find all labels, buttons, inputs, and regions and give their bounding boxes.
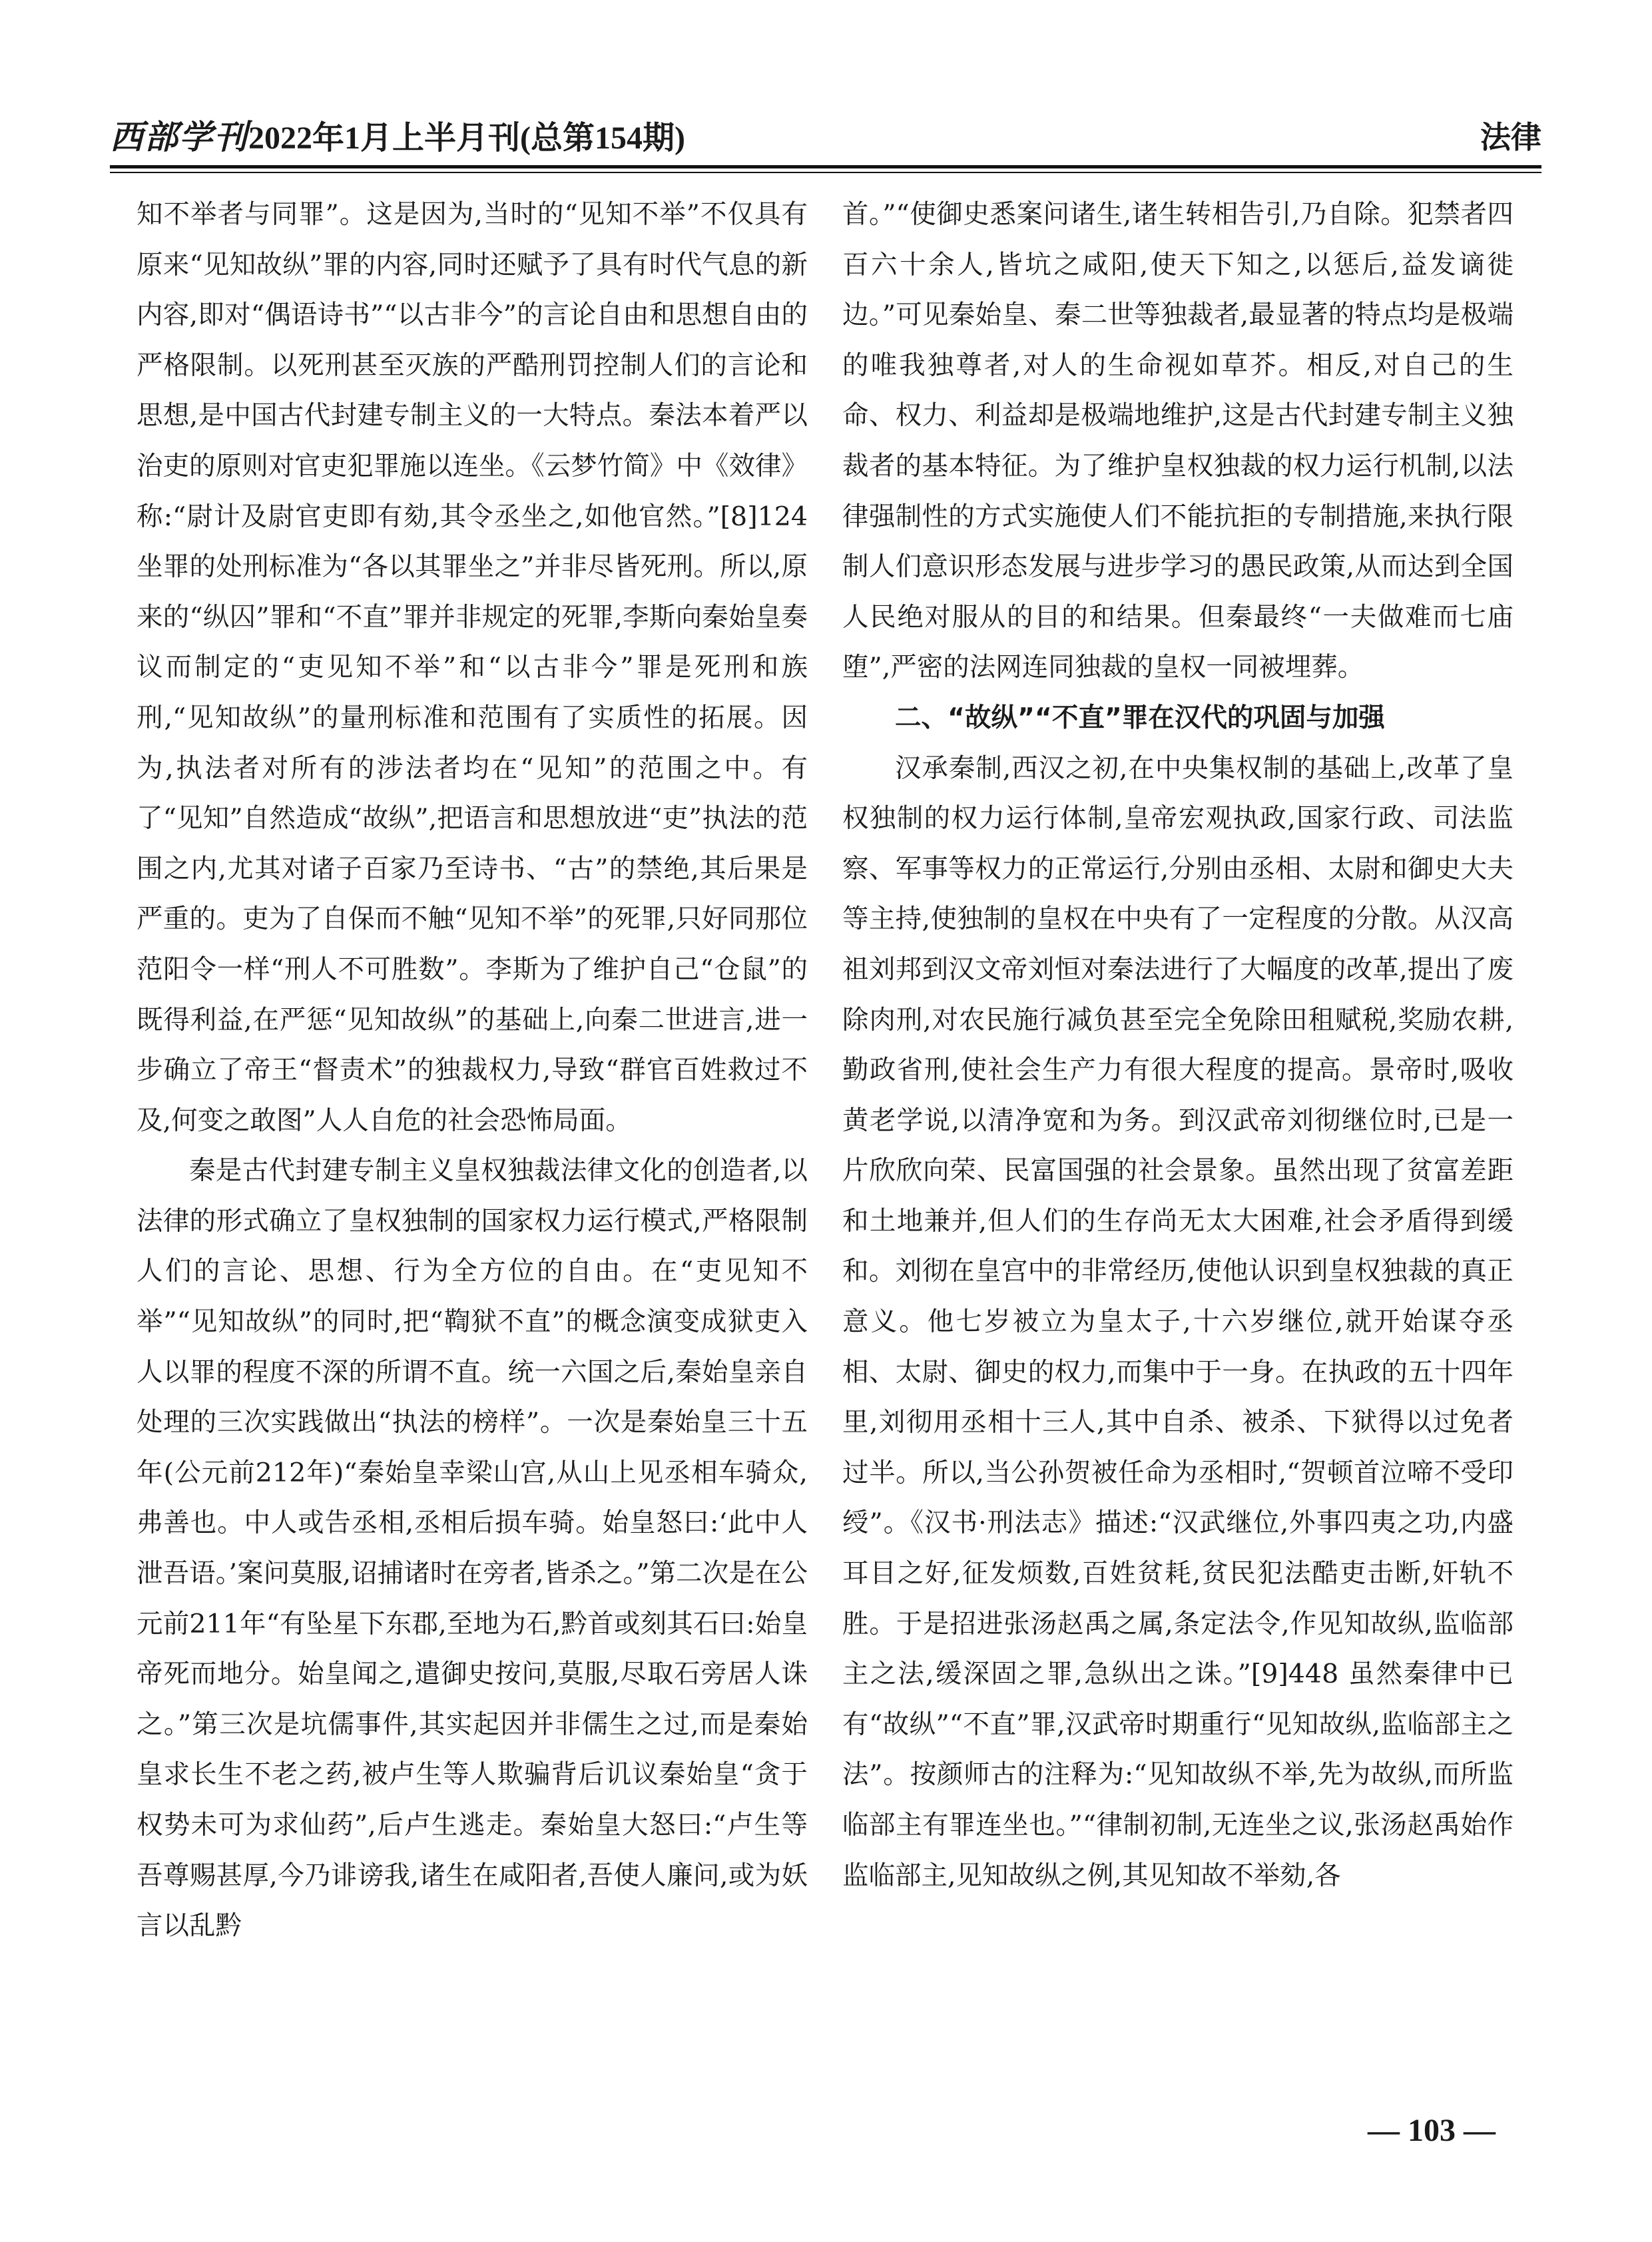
running-header (110, 112, 1541, 162)
issue-info: 2022年1月上半月刊(总第154期) (248, 121, 685, 156)
header-rule-thin (110, 172, 1541, 173)
body-paragraph: 首。”“使御史悉案问诸生,诸生转相告引,乃自除。犯禁者四百六十余人,皆坑之咸阳,使天下知之,以惩后,益发谪徙边。”可见秦始皇、秦二世等独裁者,最显著的特点均是极端的唯我独尊者,对人的生命视如草芥。相反,对自己的生命、权力、利益却是极端地维护,这是古代封建专制主义独裁者的基本特征。为了维护皇权独裁的权力运行机制,以法律强制性的方式实施使人们不能抗拒的专制措施,来执行限制人们意识形态发展与进步学习的愚民政策,从而达到全国人民绝对服从的目的和结果。但秦最终“一夫做难而七庙堕”,严密的法网连同独裁的皇权一同被埋葬。 (842, 199, 1514, 683)
section-heading: 二、“故纵”“不直”罪在汉代的巩固与加强 (895, 702, 1385, 733)
body-paragraph: 知不举者与同罪”。这是因为,当时的“见知不举”不仅具有原来“见知故纵”罪的内容,同时还赋予了具有时代气息的新内容,即对“偶语诗书”“以古非今”的言论自由和思想自由的严格限制。以死刑甚至灭族的严酷刑罚控制人们的言论和思想,是中国古代封建专制主义的一大特点。秦法本着严以治吏的原则对官吏犯罪施以连坐。《云梦竹简》中《效律》称:“尉计及尉官吏即有劾,其令丞坐之,如他官然。”[8]124 坐罪的处刑标准为“各以其罪坐之”并非尽皆死刑。所以,原来的“纵囚”罪和“不直”罪并非规定的死罪,李斯向秦始皇奏议而制定的“吏见知不举”和“以古非今”罪是死刑和族刑,“见知故纵”的量刑标准和范围有了实质性的拓展。因为,执法者对所有的涉法者均在“见知”的范围之中。有了“见知”自然造成“故纵”,把语言和思想放进“吏”执法的范围之内,尤其对诸子百家乃至诗书、“古”的禁绝,其后果是严重的。吏为了自保而不触“见知不举”的死罪,只好同那位范阳令一样“刑人不可胜数”。李斯为了维护自己“仓鼠”的既得利益,在严惩“见知故纵”的基础上,向秦二世进言,进一步确立了帝王“督责术”的独裁权力,导致“群官百姓救过不及,何变之敢图”人人自危的社会恐怖局面。 (137, 199, 808, 1136)
header-rule-thick (110, 165, 1541, 168)
right-column (842, 190, 1514, 2088)
body-paragraph: 汉承秦制,西汉之初,在中央集权制的基础上,改革了皇权独制的权力运行体制,皇帝宏观执政,国家行政、司法监察、军事等权力的正常运行,分别由丞相、太尉和御史大夫等主持,使独制的皇权在中央有了一定程度的分散。从汉高祖刘邦到汉文帝刘恒对秦法进行了大幅度的改革,提出了废除肉刑,对农民施行减负甚至完全免除田租赋税,奖励农耕,勤政省刑,使社会生产力有很大程度的提高。景帝时,吸收黄老学说,以清净宽和为务。到汉武帝刘彻继位时,已是一片欣欣向荣、民富国强的社会景象。虽然出现了贫富差距和土地兼并,但人们的生存尚无太大困难,社会矛盾得到缓和。刘彻在皇宫中的非常经历,使他认识到皇权独裁的真正意义。他七岁被立为皇太子,十六岁继位,就开始谋夺丞相、太尉、御史的权力,而集中于一身。在执政的五十四年里,刘彻用丞相十三人,其中自杀、被杀、下狱得以过免者过半。所以,当公孙贺被任命为丞相时,“贺顿首泣啼不受印绶”。《汉书·刑法志》描述:“汉武继位,外事四夷之功,内盛耳目之好,征发烦数,百姓贫耗,贫民犯法酷吏击断,奸轨不胜。于是招进张汤赵禹之属,条定法令,作见知故纵,监临部主之法,缓深固之罪,急纵出之诛。”[9]448 虽然秦律中已有“故纵”“不直”罪,汉武帝时期重行“见知故纵,监临部主之法”。按颜师古的注释为:“见知故纵不举,先为故纵,而所监临部主有罪连坐也。”“律制初制,无连坐之议,张汤赵禹始作监临部主,见知故纵之例,其见知故不举劾,各 (842, 752, 1514, 1891)
page-number: — 103 — (1368, 2113, 1496, 2148)
section-label: 法律 (1480, 119, 1541, 155)
header-journal-info (110, 112, 685, 164)
left-column (137, 190, 808, 2088)
body-paragraph: 秦是古代封建专制主义皇权独裁法律文化的创造者,以法律的形式确立了皇权独制的国家权力运行模式,严格限制人们的言论、思想、行为全方位的自由。在“吏见知不举”“见知故纵”的同时,把“鞫狱不直”的概念演变成狱吏入人以罪的程度不深的所谓不直。统一六国之后,秦始皇亲自处理的三次实践做出“执法的榜样”。一次是秦始皇三十五年(公元前212年)“秦始皇幸梁山宫,从山上见丞相车骑众,弗善也。中人或告丞相,丞相后损车骑。始皇怒曰:‘此中人泄吾语。’案问莫服,诏捕诸时在旁者,皆杀之。”第二次是在公元前211年“有坠星下东郡,至地为石,黔首或刻其石曰:始皇帝死而地分。始皇闻之,遣御史按问,莫服,尽取石旁居人诛之。”第三次是坑儒事件,其实起因并非儒生之过,而是秦始皇求长生不老之药,被卢生等人欺骗背后讥议秦始皇“贪于权势未可为求仙药”,后卢生逃走。秦始皇大怒曰:“卢生等吾尊赐甚厚,今乃诽谤我,诸生在咸阳者,吾使人廉问,或为妖言以乱黔 (137, 1155, 808, 1942)
journal-name: 西部学刊 (110, 117, 248, 156)
